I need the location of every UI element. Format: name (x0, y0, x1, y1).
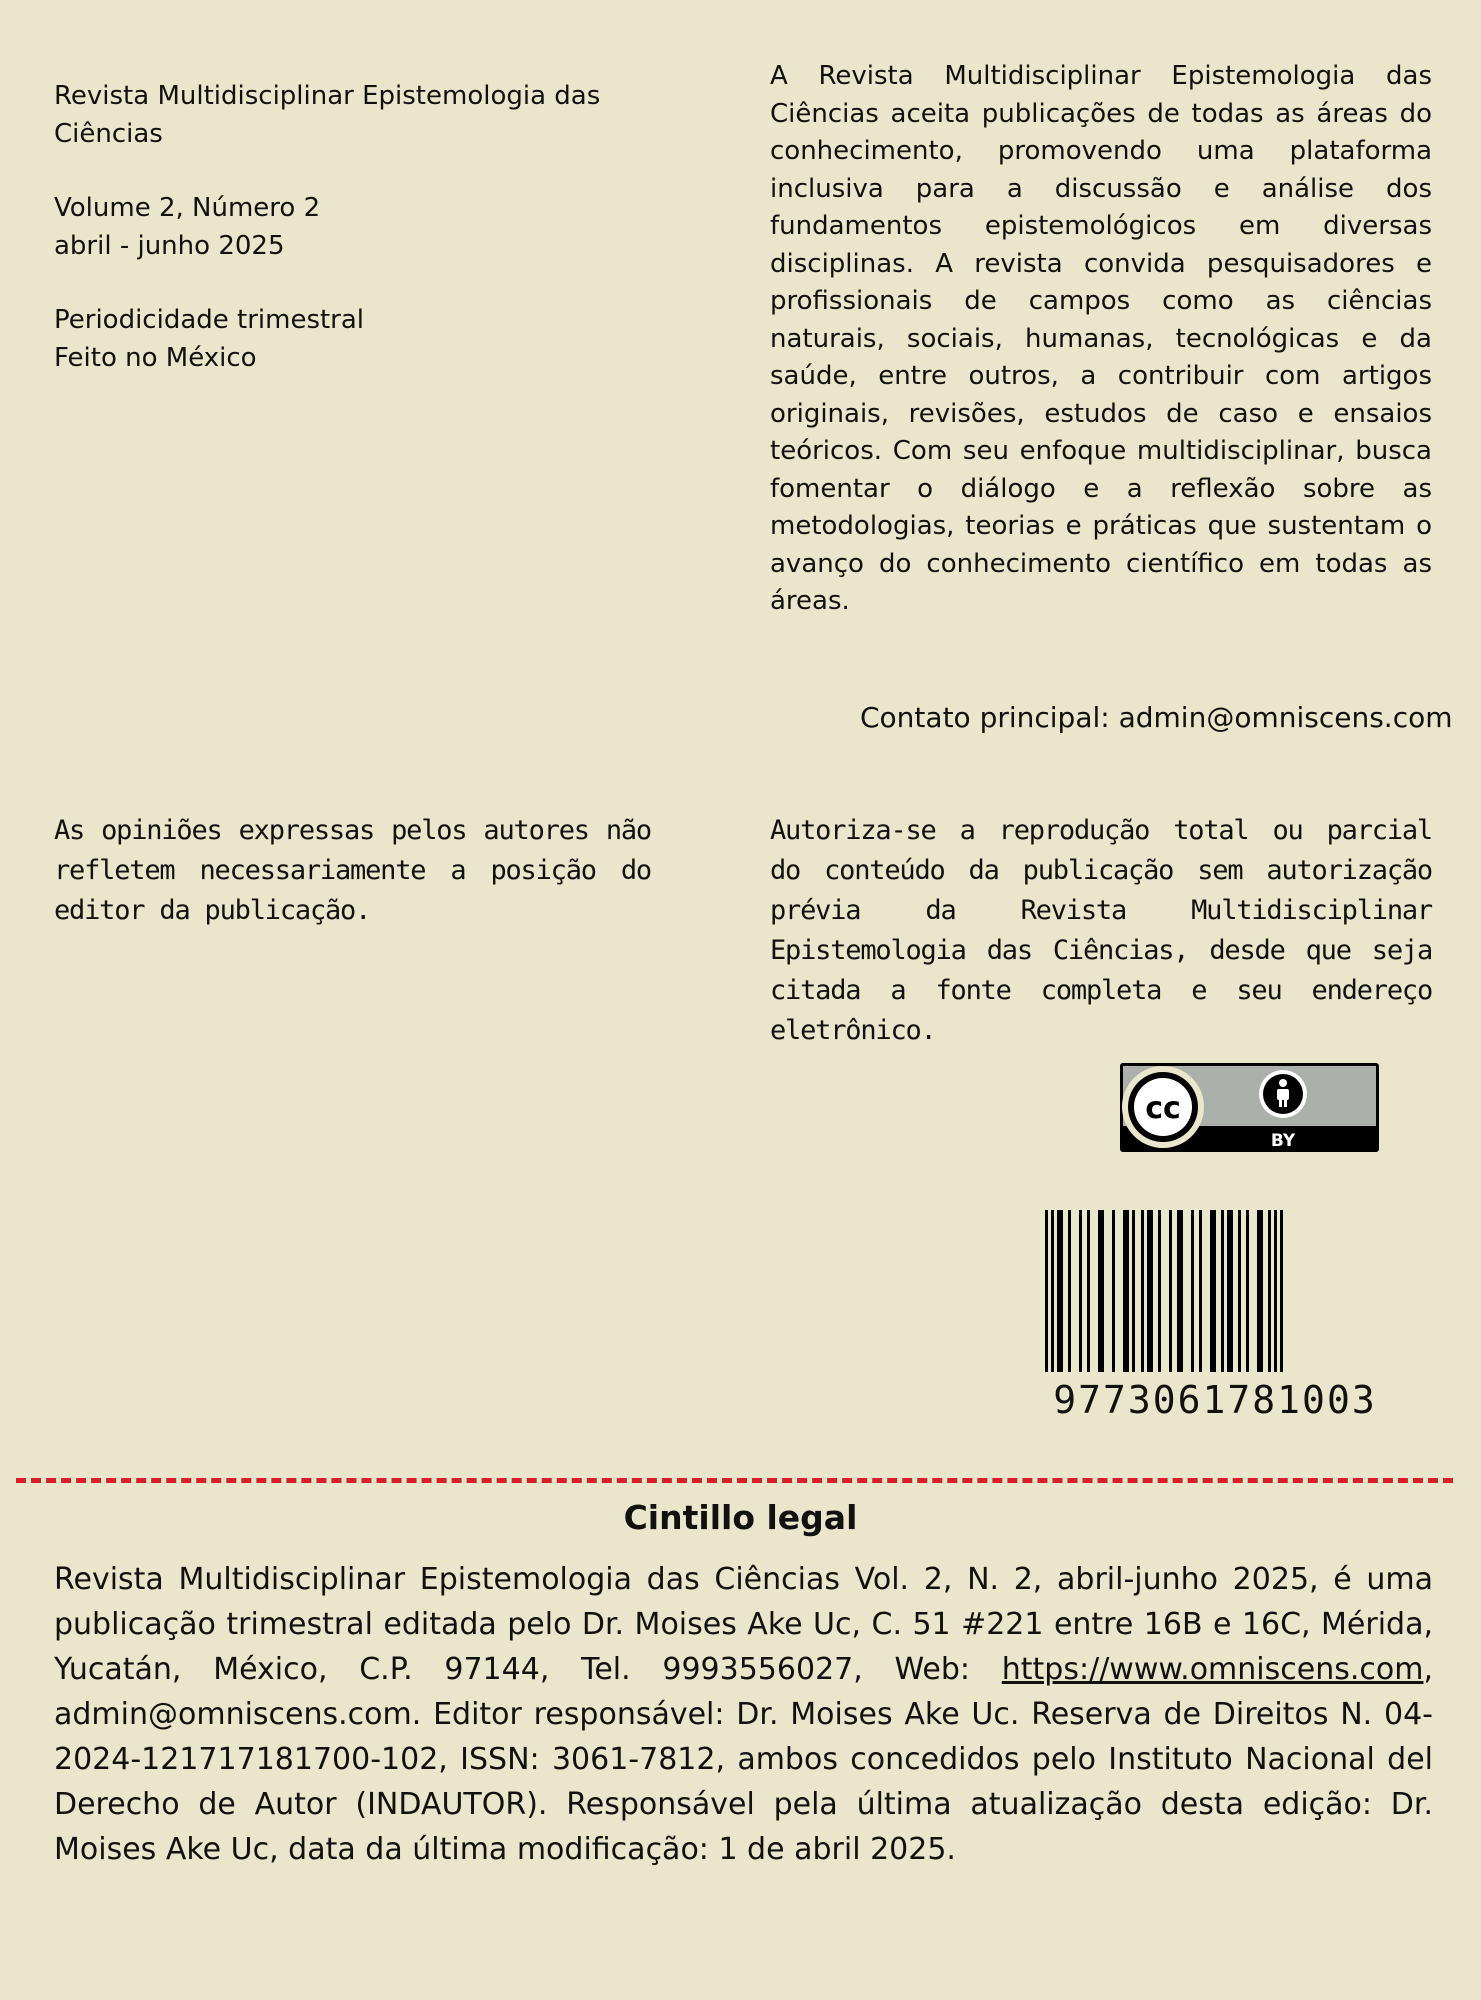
barcode-bar (1079, 1210, 1082, 1372)
contact-info: Contato principal: admin@omniscens.com (860, 701, 1453, 734)
barcode-bars (1045, 1210, 1385, 1372)
barcode-bar (1158, 1210, 1161, 1372)
volume-number: Volume 2, Número 2 (54, 193, 321, 223)
barcode-bar (1141, 1210, 1144, 1372)
legal-text-start: Revista Multidisciplinar Epistemologia das Ciências Vol. 2, N. 2, abril-junho 2025, é uma publicação trimestral editada pelo Dr. Moises Ake Uc, C. 51 #221 entre 16B e 16C, Mérida, Yucatán, México, C.P. 97144, Tel. 9993556027, Web: (54, 1562, 1433, 1687)
barcode-number: 9773061781003 (1053, 1378, 1377, 1422)
website-link[interactable]: https://www.omniscens.com (1001, 1652, 1424, 1687)
legal-text-end: , admin@omniscens.com. Editor responsável: Dr. Moises Ake Uc. Reserva de Direitos N. 04-2024-121717181700-102, ISSN: 3061-7812, ambos concedidos pelo Instituto Nacional del Derecho de Autor (INDAUTOR). Responsável pela última atualização desta edição: Dr. Moises Ake Uc, data da última modificação: 1 de abril 2025. (54, 1652, 1433, 1867)
cc-text: cc (1145, 1091, 1181, 1126)
issue-period: abril - junho 2025 (54, 230, 285, 261)
journal-info (54, 78, 614, 414)
publication-frequency: Periodicidade trimestral (54, 305, 365, 335)
barcode-bar (1238, 1210, 1241, 1372)
journal-name: Revista Multidisciplinar Epistemologia das Ciências (54, 81, 601, 149)
reproduction-notice: Autoriza-se a reprodução total ou parcial do conteúdo da publicação sem autorização prévia da Revista Multidisciplinar Epistemologia das Ciências, desde que seja citada a fonte completa e seu endereço eletrônico. (770, 815, 1432, 1046)
barcode-bar (1087, 1210, 1090, 1372)
barcode-icon (1045, 1210, 1385, 1372)
barcode-bar (1098, 1210, 1104, 1372)
barcode-bar (1132, 1210, 1135, 1372)
dashed-divider (16, 1478, 1453, 1483)
barcode-bar (1210, 1210, 1216, 1372)
barcode-bar (1257, 1210, 1263, 1372)
barcode-bar (1051, 1210, 1054, 1372)
made-in-country: Feito no México (54, 342, 257, 373)
barcode-bar (1268, 1210, 1271, 1372)
barcode-bar (1068, 1210, 1071, 1372)
barcode-bar (1123, 1210, 1129, 1372)
barcode-bar (1191, 1210, 1194, 1372)
barcode-bar (1221, 1210, 1224, 1372)
barcode-bar (1246, 1210, 1249, 1372)
by-text: BY (1270, 1131, 1296, 1151)
legal-notice (54, 1557, 1433, 1872)
barcode-bar (1227, 1210, 1233, 1372)
barcode-bar (1045, 1210, 1048, 1372)
barcode-bar (1177, 1210, 1183, 1372)
disclaimer-text: As opiniões expressas pelos autores não refletem necessariamente a posição do editor da publicação. (54, 815, 651, 926)
journal-description: A Revista Multidisciplinar Epistemologia das Ciências aceita publicações de todas as áreas do conhecimento, promovendo uma plataforma inclusiva para a discussão e análise dos fundamentos epistemológicos em diversas disciplinas. A revista convida pesquisadores e profissionais de campos como as ciências naturais, sociais, humanas, tecnológicas e da saúde, entre outros, a contribuir com artigos originais, revisões, estudos de caso e ensaios teóricos. Com seu enfoque multidisciplinar, busca fomentar o diálogo e a reflexão sobre as metodologias, teorias e práticas que sustentam o avanço do conhecimento científico em todas as áreas. (770, 61, 1432, 616)
barcode-bar (1147, 1210, 1153, 1372)
barcode-bar (1169, 1210, 1172, 1372)
barcode-bar (1112, 1210, 1115, 1372)
barcode-bar (1280, 1210, 1283, 1372)
cc-by-license-icon[interactable] (1119, 1062, 1380, 1153)
legal-title: Cintillo legal (623, 1498, 858, 1537)
barcode-bar (1199, 1210, 1202, 1372)
barcode-bar (1274, 1210, 1277, 1372)
barcode-bar (1057, 1210, 1063, 1372)
cc-by-badge-graphic (1119, 1062, 1380, 1153)
